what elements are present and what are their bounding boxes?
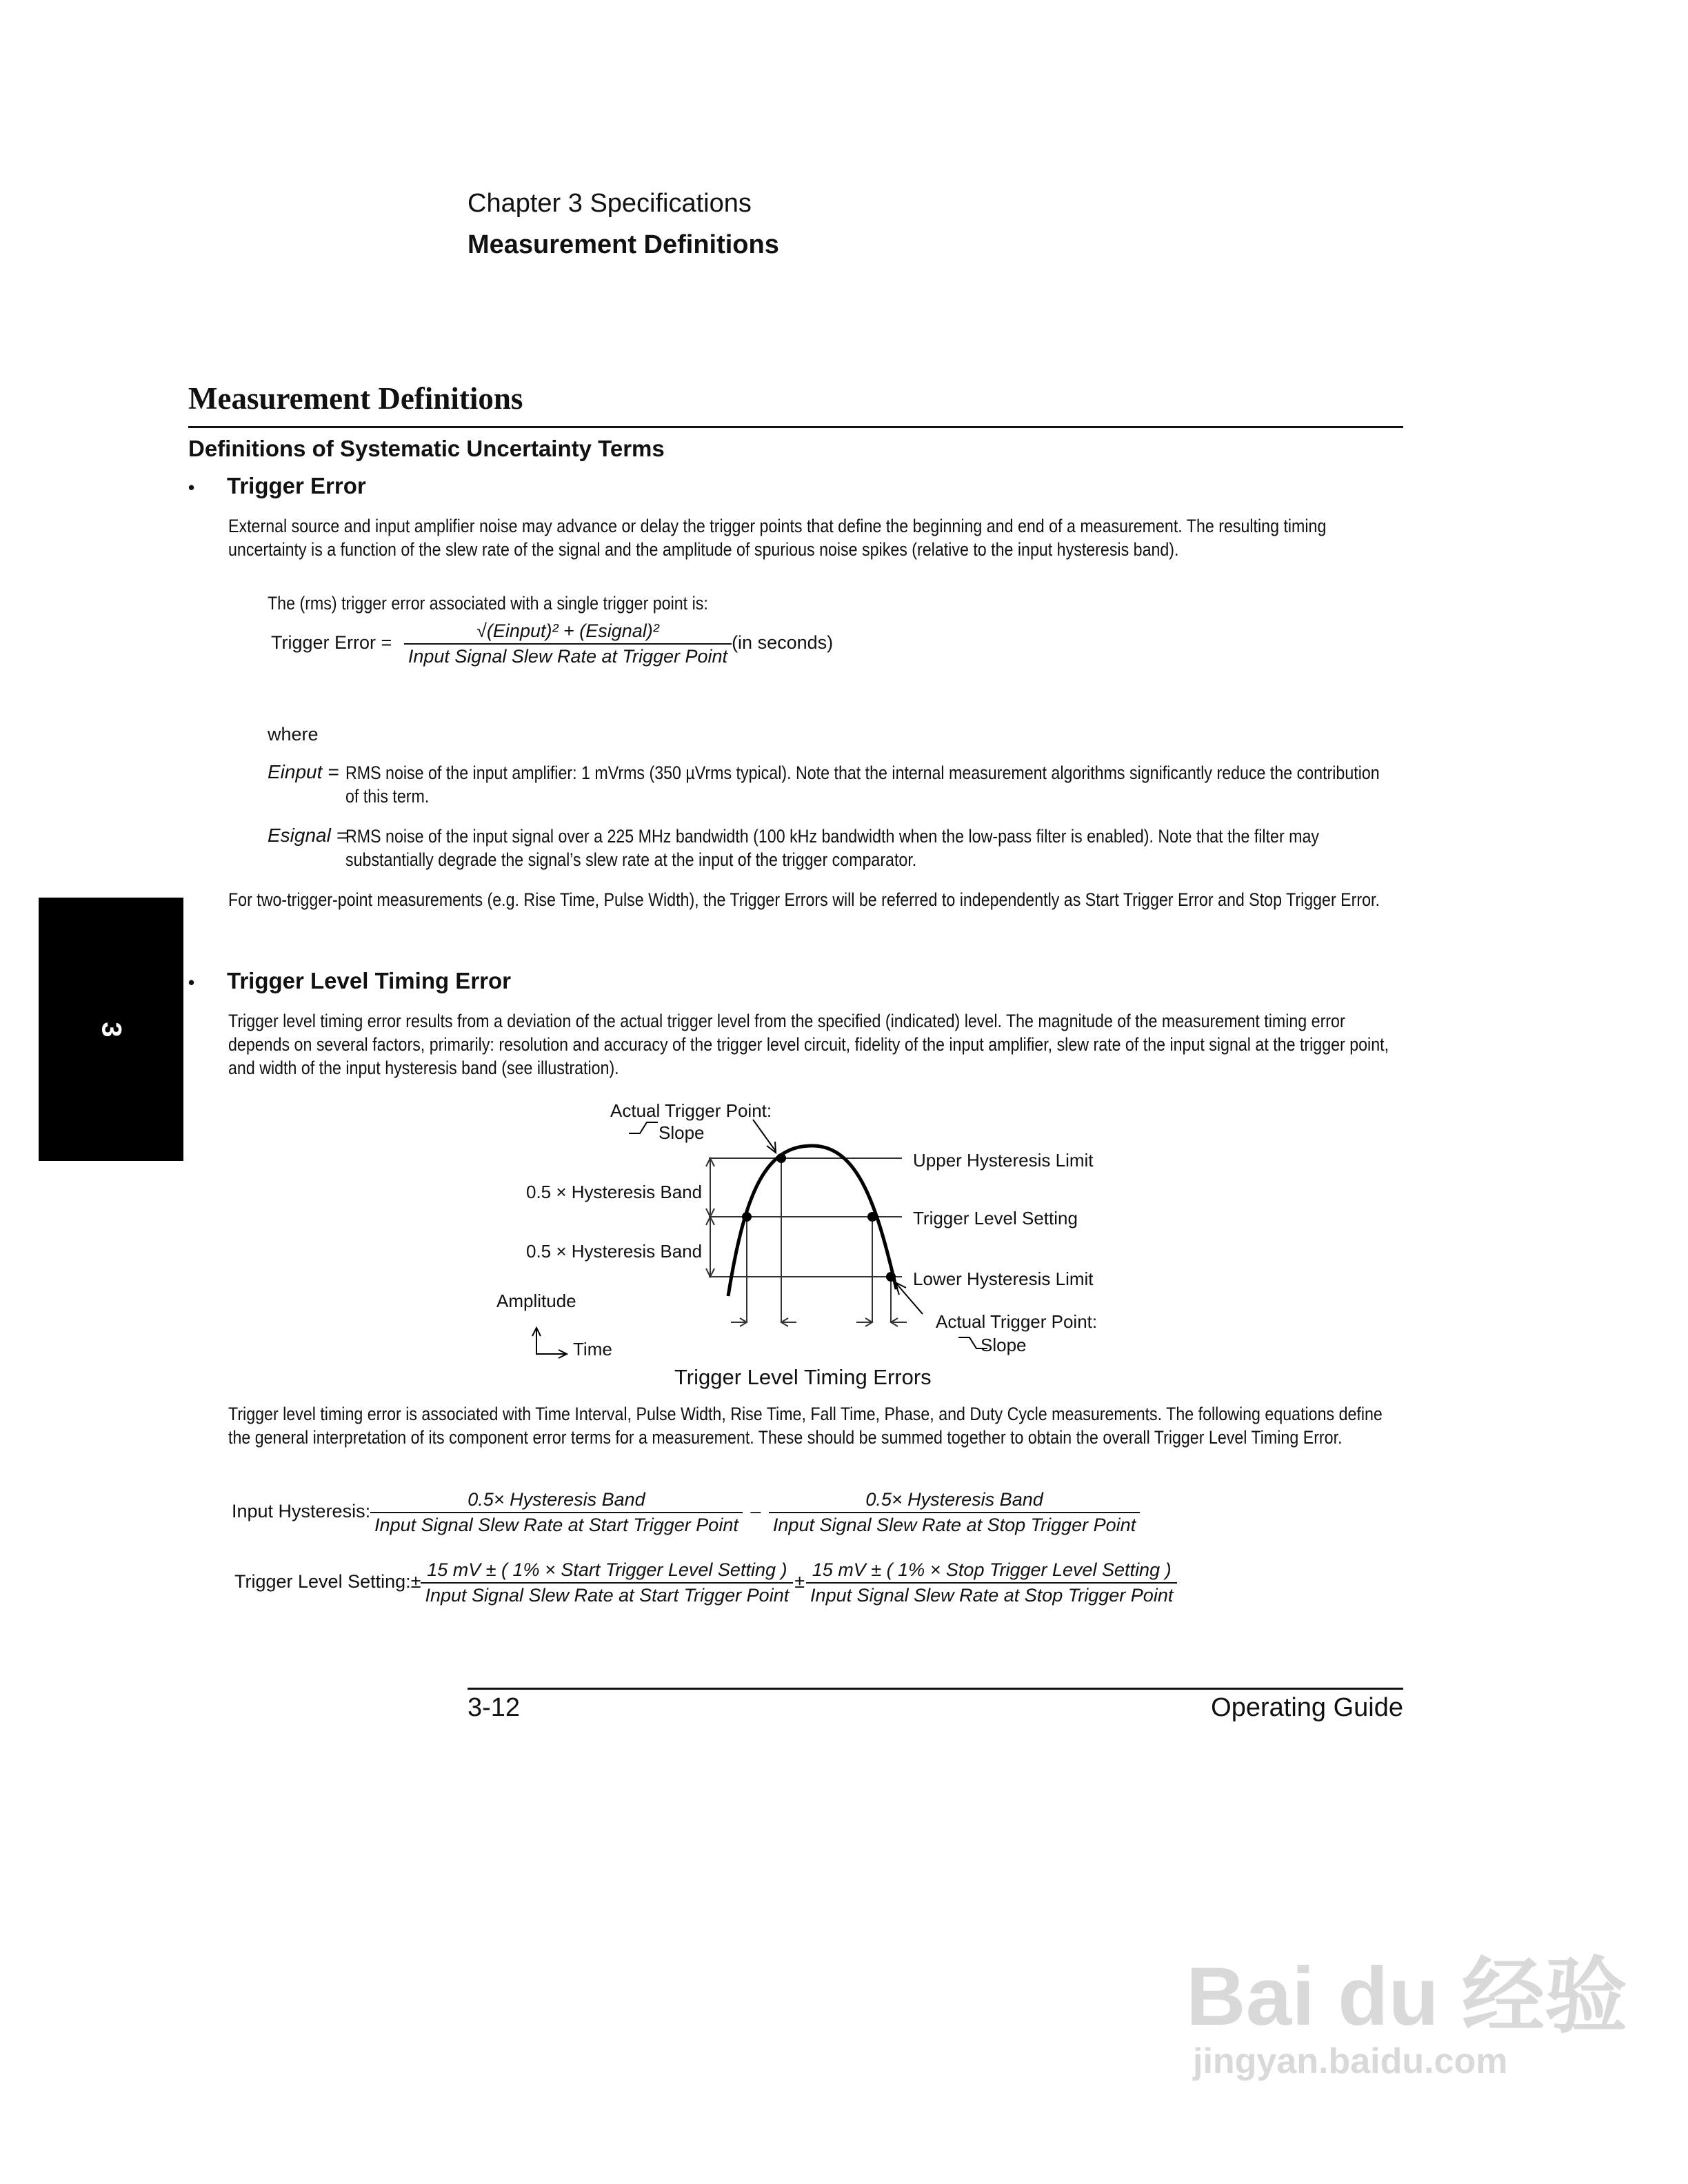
setting-fraction-stop	[806, 1559, 1177, 1606]
setting-den-start: Input Signal Slew Rate at Start Trigger Point	[425, 1585, 790, 1606]
axes-icon	[532, 1328, 567, 1358]
footer-page-number: 3-12	[468, 1693, 521, 1722]
trigger-level-heading: Trigger Level Timing Error	[227, 968, 512, 993]
trigger-point-falling	[867, 1212, 877, 1222]
hysteresis-fraction-start	[370, 1489, 743, 1536]
trigger-point-rising	[742, 1212, 752, 1222]
equation-fraction	[404, 620, 732, 667]
fig-label-lower-limit: Lower Hysteresis Limit	[913, 1268, 1094, 1289]
fig-label-trigger-setting: Trigger Level Setting	[913, 1208, 1078, 1228]
trigger-level-paragraph: Trigger level timing error results from a deviation of the actual trigger level from the specified (indicated) level. The magnitude of the measurement timing error depends on several factors, primarily: resolution and accuracy of the trigger level circuit, fidelity of the input amplifier, slew rate of the input signal at the trigger point, and width of the input hysteresis band (see illustration).	[228, 1011, 1389, 1078]
fig-label-half-band-upper: 0.5 × Hysteresis Band	[526, 1182, 703, 1202]
fig-label-slope-falling: Slope	[981, 1335, 1027, 1355]
trigger-point-upper	[776, 1153, 786, 1163]
two-point-paragraph: For two-trigger-point measurements (e.g. Rise Time, Pulse Width), the Trigger Errors will be referred to independently as Start Trigger Error and Stop Trigger Error.	[228, 889, 1380, 910]
setting-num-start: 15 mV ± ( 1% × Start Trigger Level Setting )	[421, 1559, 793, 1584]
fig-label-time: Time	[573, 1339, 612, 1359]
hysteresis-fraction-stop	[769, 1489, 1140, 1536]
pointer-rising	[753, 1120, 776, 1153]
running-header-chapter: Chapter 3 Specifications	[468, 189, 752, 218]
bullet-trigger-level	[188, 968, 511, 994]
trigger-level-setting-label: Trigger Level Setting:±	[234, 1571, 421, 1593]
setting-num-stop: 15 mV ± ( 1% × Stop Trigger Level Setting )	[806, 1559, 1177, 1584]
fig-label-actual-rising: Actual Trigger Point:	[610, 1100, 772, 1121]
timing-arrow-1	[731, 1318, 747, 1326]
fig-label-half-band-lower: 0.5 × Hysteresis Band	[526, 1241, 703, 1262]
section-subheading: Definitions of Systematic Uncertainty Terms	[188, 436, 665, 461]
def-signal-label: Esignal =	[268, 825, 348, 846]
equation-lhs: Trigger Error =	[271, 632, 392, 654]
hysteresis-den-start: Input Signal Slew Rate at Start Trigger Point	[374, 1515, 738, 1535]
input-hysteresis-equation	[232, 1489, 1140, 1536]
watermark-brand: Bai du 经验	[1186, 1950, 1628, 2043]
def-signal-text: RMS noise of the input signal over a 225 MHz bandwidth (100 kHz bandwidth when the low-pass filter is enabled). Note that the filter may substantially degrade the signal’s slew rate at the input of the trigger comparator.	[345, 826, 1319, 870]
hysteresis-den-stop: Input Signal Slew Rate at Stop Trigger Point	[772, 1515, 1136, 1535]
figure-caption: Trigger Level Timing Errors	[674, 1365, 932, 1389]
bullet-trigger-error	[188, 473, 366, 499]
trigger-error-paragraph: External source and input amplifier noise may advance or delay the trigger points that define the beginning and end of a measurement. The resulting timing uncertainty is a function of the slew rate of the signal and the amplitude of spurious noise spikes (relative to the input hysteresis band).	[228, 516, 1327, 560]
trigger-error-heading: Trigger Error	[227, 473, 366, 498]
equation-numerator: √(Einput)² + (Esignal)²	[404, 620, 732, 645]
bullet-dot: •	[188, 476, 195, 498]
running-header-section: Measurement Definitions	[468, 230, 779, 259]
setting-fraction-start	[421, 1559, 793, 1606]
fig-label-slope-rising: Slope	[659, 1122, 705, 1143]
footer-guide-title: Operating Guide	[1211, 1693, 1403, 1722]
rising-slope-icon	[629, 1122, 658, 1133]
trigger-level-summary: Trigger level timing error is associated with Time Interval, Pulse Width, Rise Time, Fall Time, Phase, and Duty Cycle measurements. The following equations define the general interpretation of its component error terms for a measurement. These should be summed together to obtain the overall Trigger Level Timing Error.	[228, 1404, 1383, 1448]
def-input-label: Einput =	[268, 761, 339, 782]
watermark-url: jingyan.baidu.com	[1193, 2041, 1508, 2081]
timing-arrow-2	[781, 1318, 796, 1326]
trigger-level-setting-equation	[234, 1559, 1177, 1606]
def-input-text: RMS noise of the input amplifier: 1 mVrms (350 µVrms typical). Note that the internal measurement algorithms significantly reduce the contribution of this term.	[345, 762, 1380, 807]
title-rule	[188, 426, 1403, 428]
equation-denominator: Input Signal Slew Rate at Trigger Point	[408, 646, 728, 667]
hysteresis-operator: –	[750, 1501, 761, 1522]
trigger-error-equation	[271, 620, 833, 667]
trigger-point-lower	[886, 1272, 896, 1282]
input-hysteresis-label: Input Hysteresis:	[232, 1501, 371, 1522]
setting-operator: ±	[794, 1571, 805, 1593]
fig-label-upper-limit: Upper Hysteresis Limit	[913, 1150, 1094, 1171]
hysteresis-num-start: 0.5× Hysteresis Band	[370, 1489, 743, 1513]
chapter-tab-number: 3	[96, 1021, 127, 1038]
equation-unit: (in seconds)	[732, 632, 834, 654]
bullet-dot: •	[188, 971, 195, 993]
footer-rule	[468, 1688, 1403, 1690]
fig-label-actual-falling: Actual Trigger Point:	[936, 1311, 1098, 1332]
setting-den-stop: Input Signal Slew Rate at Stop Trigger Point	[810, 1585, 1174, 1606]
timing-arrow-3	[856, 1318, 872, 1326]
page-title: Measurement Definitions	[188, 381, 523, 416]
hysteresis-num-stop: 0.5× Hysteresis Band	[769, 1489, 1140, 1513]
trigger-error-intro: The (rms) trigger error associated with a single trigger point is:	[268, 593, 708, 614]
timing-arrow-4	[891, 1318, 907, 1326]
fig-label-amplitude: Amplitude	[496, 1291, 576, 1311]
where-label: where	[268, 724, 319, 745]
